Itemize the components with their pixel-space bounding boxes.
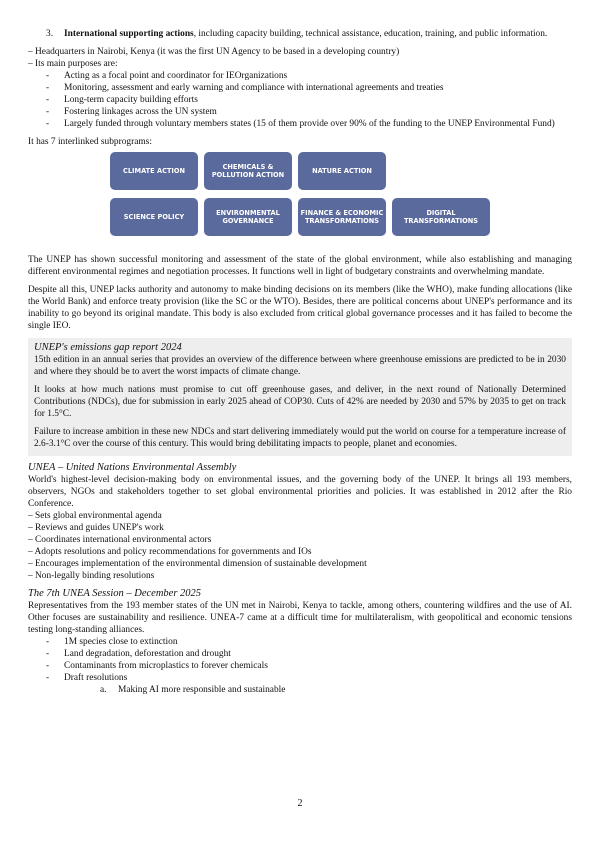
session-list (28, 636, 572, 696)
unea-heading: UNEA – United Nations Environmental Assembly (28, 462, 237, 473)
callout-title: UNEP's emissions gap report 2024 (34, 342, 182, 353)
sub-list-item: a. Making AI more responsible and sustainable (100, 685, 286, 695)
unea-description: World's highest-level decision-making body on environmental issues, and the governing body of the UNEP. It brings all 193 members, observers, NGOs and stakeholders together to set global environmental priorities and policies. It was established in 2012 after the Rio Conference. (28, 475, 572, 509)
session-description: Representatives from the 193 member states of the UN met in Nairobi, Kenya to tackle, among others, countering wildfires and the use of AI. Other focuses are sustainability and resilience. UNEA-7 came at a difficult time for multilateralism, with geopolitical and economic tensions testing long-standing alliances. (28, 601, 572, 635)
subprogram-science-policy: SCIENCE POLICY (110, 198, 198, 236)
list-item: – Encourages implementation of the environmental dimension of sustainable development (28, 559, 367, 569)
session-heading: The 7th UNEA Session – December 2025 (28, 588, 202, 599)
list-item: - Draft resolutions (46, 673, 128, 683)
document-page (28, 28, 572, 696)
list-item: – Coordinates international environmental actors (28, 535, 212, 545)
list-item: - Land degradation, deforestation and drought (46, 649, 231, 659)
list-item: - Contaminants from microplastics to forever chemicals (46, 661, 268, 671)
subprogram-finance-economic: FINANCE & ECONOMIC TRANSFORMATIONS (298, 198, 386, 236)
paragraph-success: The UNEP has shown successful monitoring and assessment of the state of the global environment, while also establishing and managing different environmental regimes and negotiation processes. It functions well in light of budgetary constraints and overwhelming mandate. (28, 255, 572, 277)
item-text (64, 28, 572, 40)
emissions-gap-callout (28, 338, 572, 456)
list-item: - 1M species close to extinction (46, 637, 178, 647)
headquarters-line: – Headquarters in Nairobi, Kenya (it was the first UN Agency to be based in a developing country) (28, 47, 400, 57)
list-item: - Largely funded through voluntary members states (15 of them provide over 90% of the funding to the UNEP Environmental Fund) (46, 119, 555, 129)
list-item: - Fostering linkages across the UN system (46, 107, 217, 117)
list-item: – Non-legally binding resolutions (28, 571, 155, 581)
numbered-item (28, 28, 572, 40)
callout-paragraph: It looks at how much nations must promise to cut off greenhouse gases, and deliver, in the next round of Nationally Determined Contributions (NDCs), due for submission in early 2025 ahead of COP30. Cuts of 42% are needed by 2030 and 57% by 2035 to get on track for 1.5°C. (34, 385, 566, 419)
subprograms-intro: It has 7 interlinked subprograms: (28, 137, 152, 147)
callout-paragraph: 15th edition in an annual series that provides an overview of the difference between where greenhouse emissions are predicted to be in 2030 and where they should be to avert the worst impacts of climate change. (34, 355, 566, 377)
paragraph-despite: Despite all this, UNEP lacks authority and autonomy to make binding decisions on its members (like the WHO), make funding allocations (like the World Bank) and enforce treaty provision (like the SC or the WTO). Besides, there are political concerns about UNEP's performance and its inability to go beyond its original mandate. This body is also excluded from critical global governance processes and it has failed to become the single IEO. (28, 285, 572, 331)
item-number: 3. (46, 29, 54, 39)
subprograms-diagram (28, 152, 572, 248)
subprogram-environmental-governance: ENVIRONMENTAL GOVERNANCE (204, 198, 292, 236)
subprogram-climate-action: CLIMATE ACTION (110, 152, 198, 190)
callout-paragraph: Failure to increase ambition in these new NDCs and start delivering immediately would put the world on course for a temperature increase of 2.6-3.1°C over the course of this century. This would bring debilitating impacts to people, planet and economies. (34, 427, 566, 449)
list-item: – Adopts resolutions and policy recommendations for governments and IOs (28, 547, 312, 557)
list-item: - Acting as a focal point and coordinator for IEOrganizations (46, 71, 288, 81)
subprogram-digital-transformations: DIGITAL TRANSFORMATIONS (392, 198, 490, 236)
item-bold: International supporting actions (64, 29, 194, 39)
purposes-list (28, 70, 572, 130)
page-number: 2 (297, 798, 303, 809)
unea-list (28, 510, 572, 582)
subprogram-chemicals-pollution: CHEMICALS & POLLUTION ACTION (204, 152, 292, 190)
list-item: - Long-term capacity building efforts (46, 95, 198, 105)
purposes-intro: – Its main purposes are: (28, 59, 118, 69)
subprogram-nature-action: NATURE ACTION (298, 152, 386, 190)
list-item: - Monitoring, assessment and early warning and compliance with international agreements and treaties (46, 83, 444, 93)
item-rest: , including capacity building, technical assistance, education, training, and public information. (193, 29, 548, 39)
list-item: – Reviews and guides UNEP's work (28, 523, 164, 533)
list-item: – Sets global environmental agenda (28, 511, 162, 521)
